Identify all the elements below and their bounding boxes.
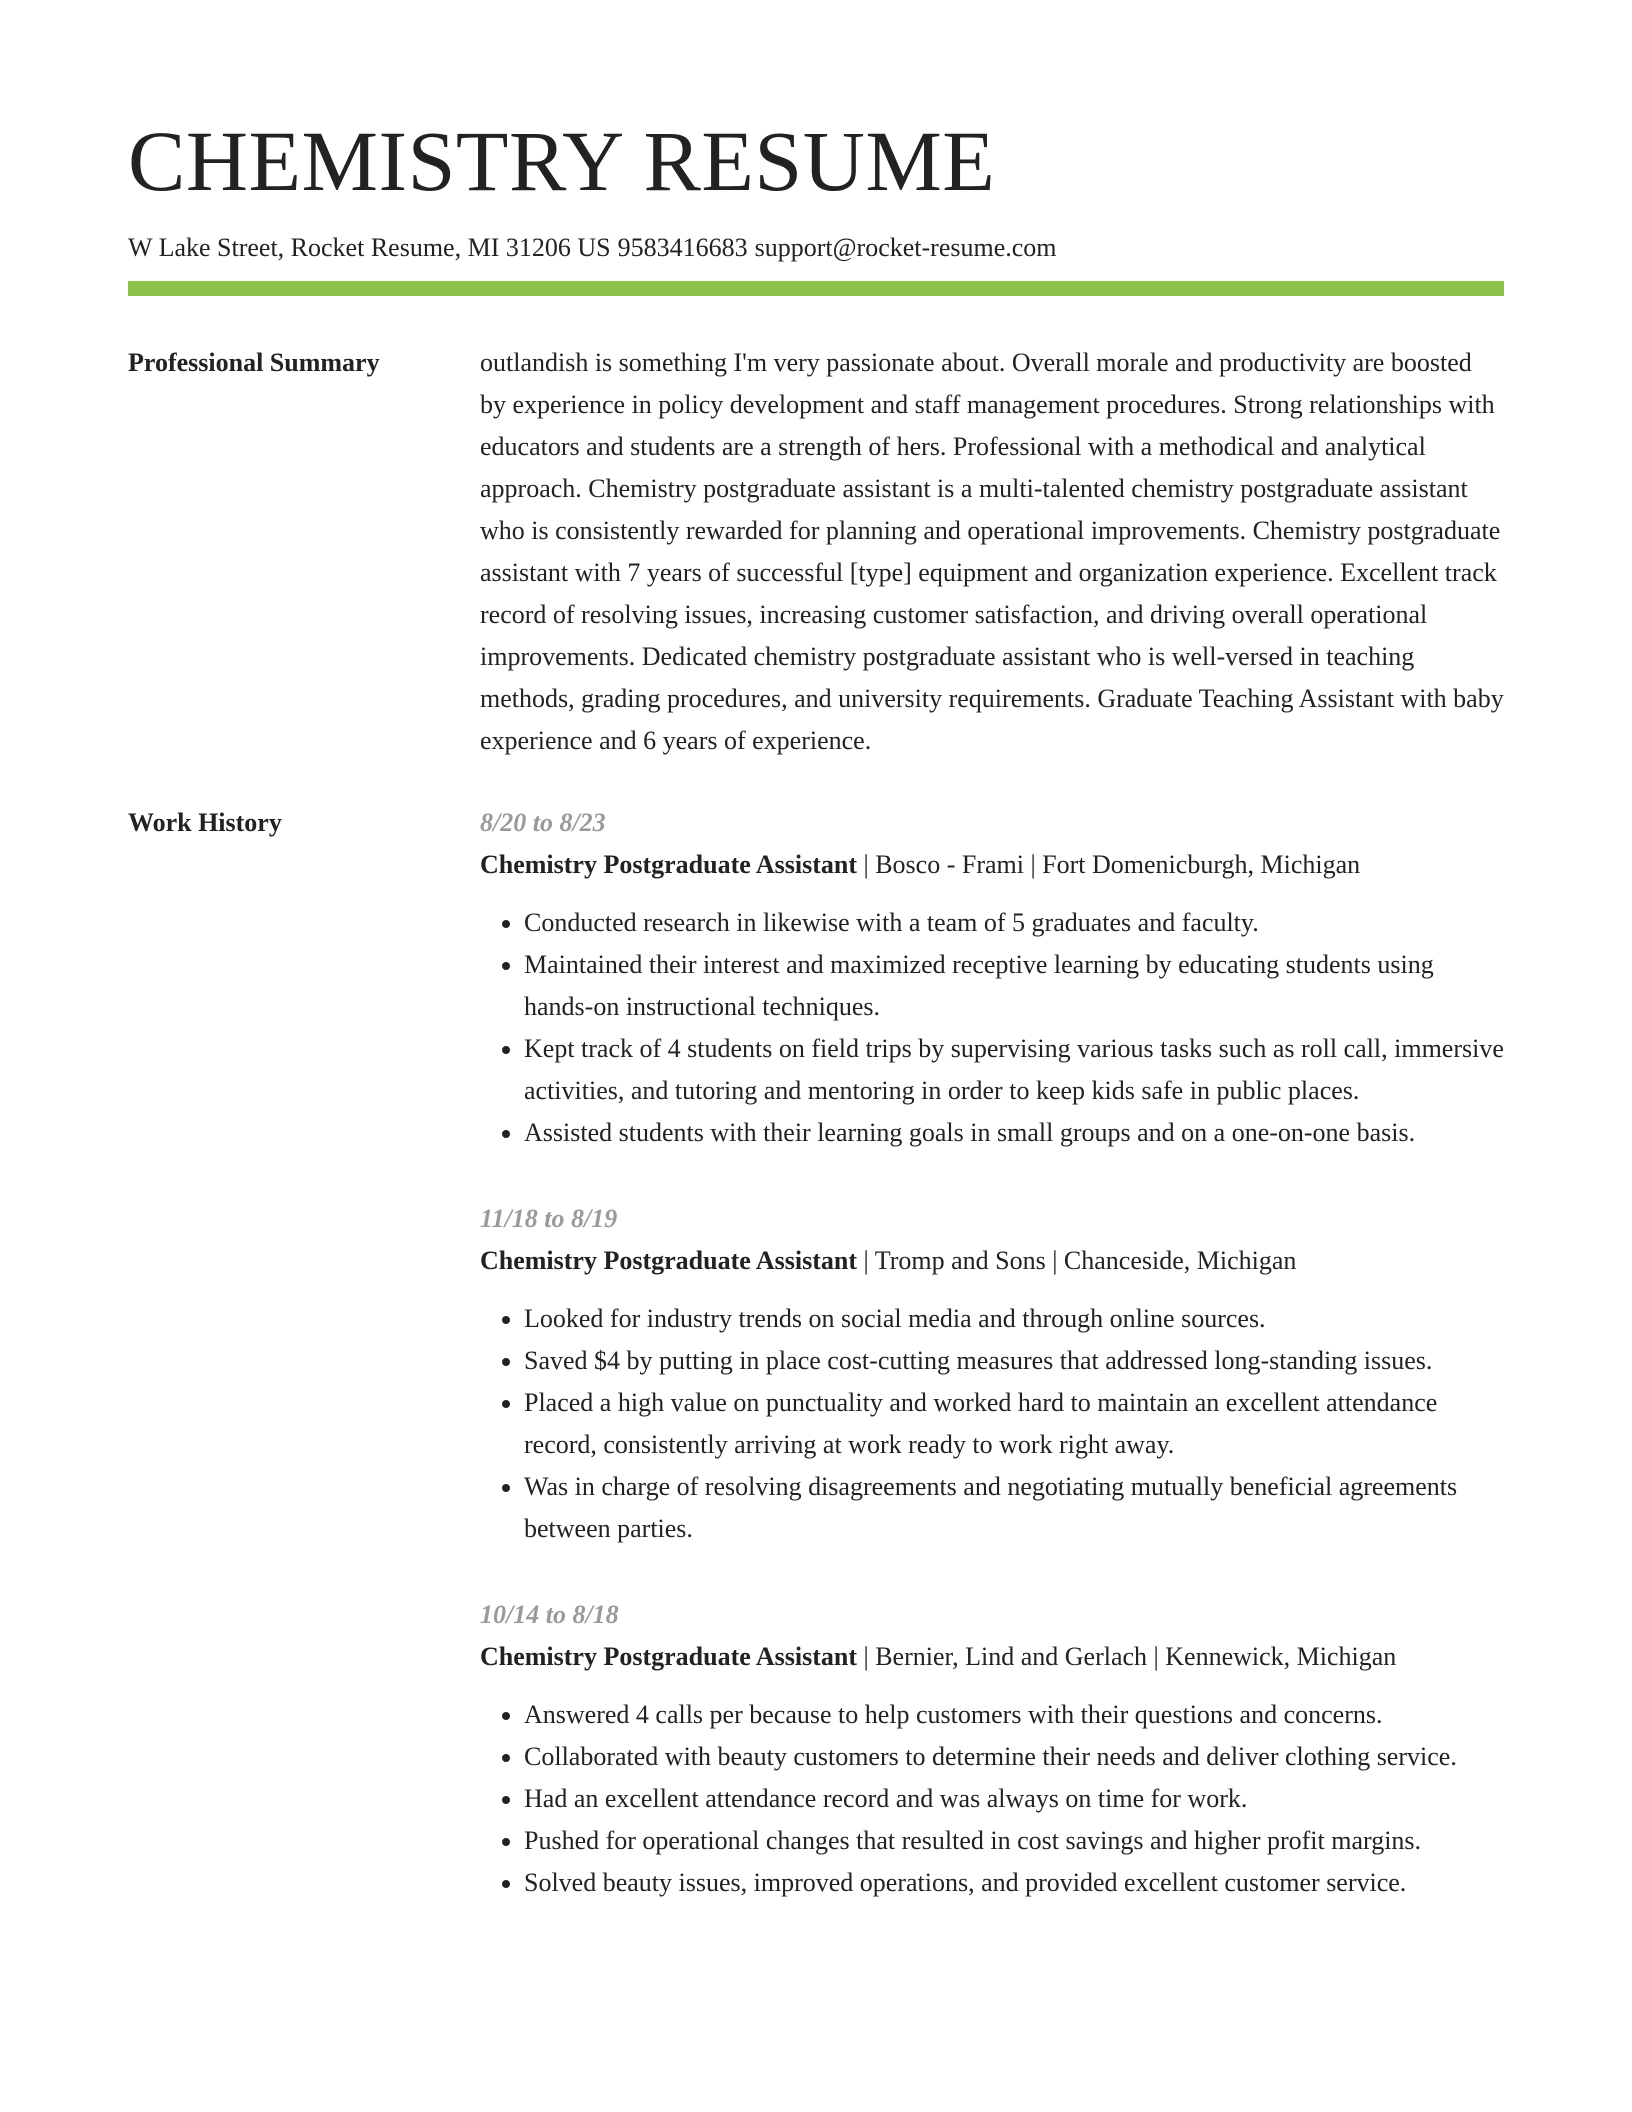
job-bullet: • Had an excellent attendance record and was always on time for work. bbox=[524, 1778, 1504, 1820]
job-details: | Bosco - Frami | Fort Domenicburgh, Michigan bbox=[857, 850, 1361, 880]
job-bullet: • Maintained their interest and maximized receptive learning by educating students using hands-on instructional techniques. bbox=[524, 944, 1504, 1028]
job-header bbox=[480, 1636, 1504, 1678]
job-dates: 10/14 to 8/18 bbox=[480, 1600, 619, 1630]
work-history-heading: Work History bbox=[128, 808, 282, 838]
job-bullet: • Collaborated with beauty customers to determine their needs and deliver clothing service. bbox=[524, 1736, 1504, 1778]
job-title: Chemistry Postgraduate Assistant bbox=[480, 1642, 857, 1672]
job-bullet: • Was in charge of resolving disagreements and negotiating mutually beneficial agreements between parties. bbox=[524, 1466, 1504, 1550]
work-history-section bbox=[128, 802, 1504, 1904]
job-bullet: • Saved $4 by putting in place cost-cutting measures that addressed long-standing issues. bbox=[524, 1340, 1504, 1382]
job-bullet: • Pushed for operational changes that resulted in cost savings and higher profit margins. bbox=[524, 1820, 1504, 1862]
job-bullet: • Placed a high value on punctuality and worked hard to maintain an excellent attendance record, consistently arriving at work ready to work right away. bbox=[524, 1382, 1504, 1466]
summary-heading: Professional Summary bbox=[128, 348, 380, 378]
job-dates: 8/20 to 8/23 bbox=[480, 808, 606, 838]
resume-page bbox=[128, 113, 1504, 1904]
job-bullets bbox=[480, 1694, 1504, 1904]
summary-text: outlandish is something I'm very passionate about. Overall morale and productivity are boosted by experience in policy development and staff management procedures. Strong relationships with educators and students are a strength of hers. Professional with a methodical and analytical approach. Chemistry postgraduate assistant is a multi-talented chemistry postgraduate assistant who is consistently rewarded for planning and operational improvements. Chemistry postgraduate assistant with 7 years of successful [type] equipment and organization experience. Excellent track record of resolving issues, increasing customer satisfaction, and driving overall operational improvements. Dedicated chemistry postgraduate assistant who is well-versed in teaching methods, grading procedures, and university requirements. Graduate Teaching Assistant with baby experience and 6 years of experience. bbox=[480, 348, 1504, 756]
job-dates: 11/18 to 8/19 bbox=[480, 1204, 618, 1234]
summary-body bbox=[480, 342, 1504, 762]
job-entry bbox=[480, 1198, 1504, 1550]
job-bullets bbox=[480, 1298, 1504, 1550]
job-title: Chemistry Postgraduate Assistant bbox=[480, 850, 857, 880]
job-title: Chemistry Postgraduate Assistant bbox=[480, 1246, 857, 1276]
job-header bbox=[480, 1240, 1504, 1282]
job-details: | Tromp and Sons | Chanceside, Michigan bbox=[857, 1246, 1297, 1276]
job-bullet: • Looked for industry trends on social media and through online sources. bbox=[524, 1298, 1504, 1340]
job-bullets bbox=[480, 902, 1504, 1154]
job-bullet: • Solved beauty issues, improved operations, and provided excellent customer service. bbox=[524, 1862, 1504, 1904]
job-bullet: • Answered 4 calls per because to help customers with their questions and concerns. bbox=[524, 1694, 1504, 1736]
resume-title: CHEMISTRY RESUME bbox=[128, 113, 996, 209]
job-entry bbox=[480, 1594, 1504, 1904]
job-header bbox=[480, 844, 1504, 886]
contact-line bbox=[128, 232, 1504, 263]
summary-section bbox=[128, 342, 1504, 762]
job-details: | Bernier, Lind and Gerlach | Kennewick, Michigan bbox=[857, 1642, 1397, 1672]
job-bullet: • Assisted students with their learning goals in small groups and on a one-on-one basis. bbox=[524, 1112, 1504, 1154]
header-divider bbox=[128, 281, 1504, 296]
contact-address: W Lake Street, Rocket Resume, MI 31206 US bbox=[128, 233, 611, 262]
contact-phone: 9583416683 bbox=[617, 233, 748, 262]
job-bullet: • Kept track of 4 students on field trips by supervising various tasks such as roll call, immersive activities, and tutoring and mentoring in order to keep kids safe in public places. bbox=[524, 1028, 1504, 1112]
job-bullet: • Conducted research in likewise with a team of 5 graduates and faculty. bbox=[524, 902, 1504, 944]
work-history-body bbox=[480, 802, 1504, 1904]
contact-email: support@rocket-resume.com bbox=[754, 233, 1057, 262]
job-entry bbox=[480, 802, 1504, 1154]
